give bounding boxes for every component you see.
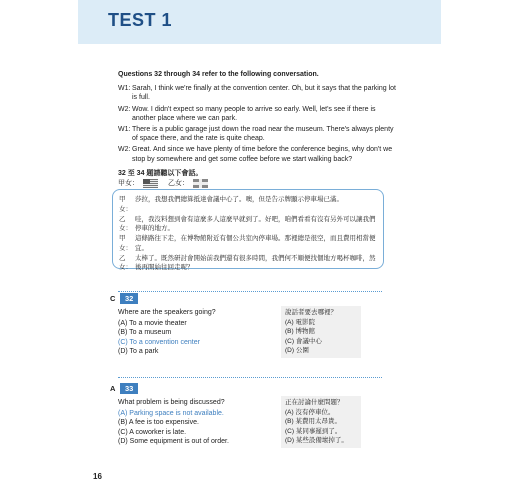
speaker-label: W2: (118, 146, 131, 154)
translation-line (119, 234, 377, 253)
line-text: 這條路往下走，在博物館附近有個公共室內停車場。那裡總是很空，而且費用相當便宜。 (135, 235, 376, 252)
translation-line (119, 195, 377, 214)
option: (B) A fee is too expensive. (118, 419, 199, 426)
test-title: TEST 1 (108, 10, 173, 30)
speaker-label: 甲女： (119, 235, 132, 252)
speaker-label: 乙女： (119, 215, 132, 232)
option-correct: (A) Parking space is not available. (118, 409, 224, 417)
question-number-row (110, 293, 138, 304)
translation-heading: 32 至 34 題請聽以下會話。 (118, 170, 203, 177)
question-number-badge: 33 (120, 383, 138, 394)
question-block (118, 398, 278, 447)
speaker-label: W1: (118, 85, 131, 93)
question-translation-panel (281, 396, 361, 448)
translation-option: (D) 公園 (285, 347, 309, 354)
speaker-a-label: 甲女： (118, 180, 139, 187)
question-translation-panel (281, 306, 361, 358)
question-divider (118, 291, 382, 292)
line-text: Wow. I didn't expect so many people to arrive so early. Well, let's see if there is another place where we can park. (132, 105, 376, 122)
line-text: 莎拉，我想我們總算抵達會議中心了。噢，但是告示牌顯示停車場已滿。 (135, 196, 343, 203)
translation-question: 說話者要去哪裡？ (285, 309, 337, 316)
speaker-label: W1: (118, 126, 131, 134)
question-number-row (110, 383, 138, 394)
us-flag-icon (143, 179, 158, 188)
speaker-label: 甲女： (119, 196, 132, 213)
option-correct: (C) To a convention center (118, 338, 200, 346)
translation-line (119, 254, 377, 273)
speaker-label: W2: (118, 105, 131, 113)
line-text: Great. And since we have plenty of time before the conference begins, why don't we stop by somewhere and get some coffee before we start walking back? (132, 146, 393, 163)
conversation-line (118, 84, 398, 102)
translation-option: (C) 某同事遲到了。 (285, 427, 342, 435)
option: (D) To a park (118, 348, 159, 355)
translation-line (119, 215, 377, 234)
uk-flag-icon (193, 179, 208, 188)
option: (A) To a movie theater (118, 319, 187, 327)
option: (B) To a museum (118, 329, 172, 336)
page-header-band (78, 0, 441, 44)
translation-option: (B) 博物館 (285, 328, 315, 335)
translation-option: (C) 會議中心 (285, 337, 322, 345)
translation-question: 正在討論什麼問題？ (285, 399, 344, 406)
speaker-flags (118, 178, 218, 188)
conversation-section (118, 70, 398, 166)
question-text: What problem is being discussed? (118, 399, 225, 406)
conversation-line (118, 125, 398, 143)
translation-option: (A) 沒有停車位。 (285, 408, 335, 416)
speaker-b-label: 乙女： (168, 180, 189, 187)
option: (C) A coworker is late. (118, 428, 187, 436)
conversation-line (118, 145, 398, 163)
question-block (118, 308, 278, 357)
question-number-badge: 32 (120, 293, 138, 304)
speaker-label: 乙女： (119, 254, 132, 271)
line-text: Sarah, I think we're finally at the convention center. Oh, but it says that the parking lot is full. (132, 85, 396, 102)
question-text: Where are the speakers going? (118, 309, 216, 316)
option: (D) Some equipment is out of order. (118, 438, 229, 445)
translation-box (112, 189, 384, 269)
translation-option: (A) 電影院 (285, 318, 315, 326)
conversation-intro: Questions 32 through 34 refer to the following conversation. (118, 71, 319, 78)
line-text: There is a public garage just down the road near the museum. There's always plenty of space there, and the rate is quite cheap. (132, 126, 394, 143)
conversation-line (118, 105, 398, 123)
translation-option: (D) 某些設備壞掉了。 (285, 437, 348, 444)
translation-option: (B) 某費用太昂貴。 (285, 418, 341, 425)
question-divider (118, 377, 382, 378)
answer-letter: C (110, 294, 116, 303)
answer-letter: A (110, 384, 116, 393)
line-text: 太棒了。既然研討會開始前我們還有很多時間，我們何不順便找個地方喝杯咖啡，然後再開始往回走呢？ (135, 254, 376, 271)
page-number: 16 (93, 472, 102, 481)
line-text: 哇，我沒料想到會有這麼多人這麼早就到了。好吧，咱們看看有沒有另外可以讓我們停車的地方。 (135, 215, 376, 232)
